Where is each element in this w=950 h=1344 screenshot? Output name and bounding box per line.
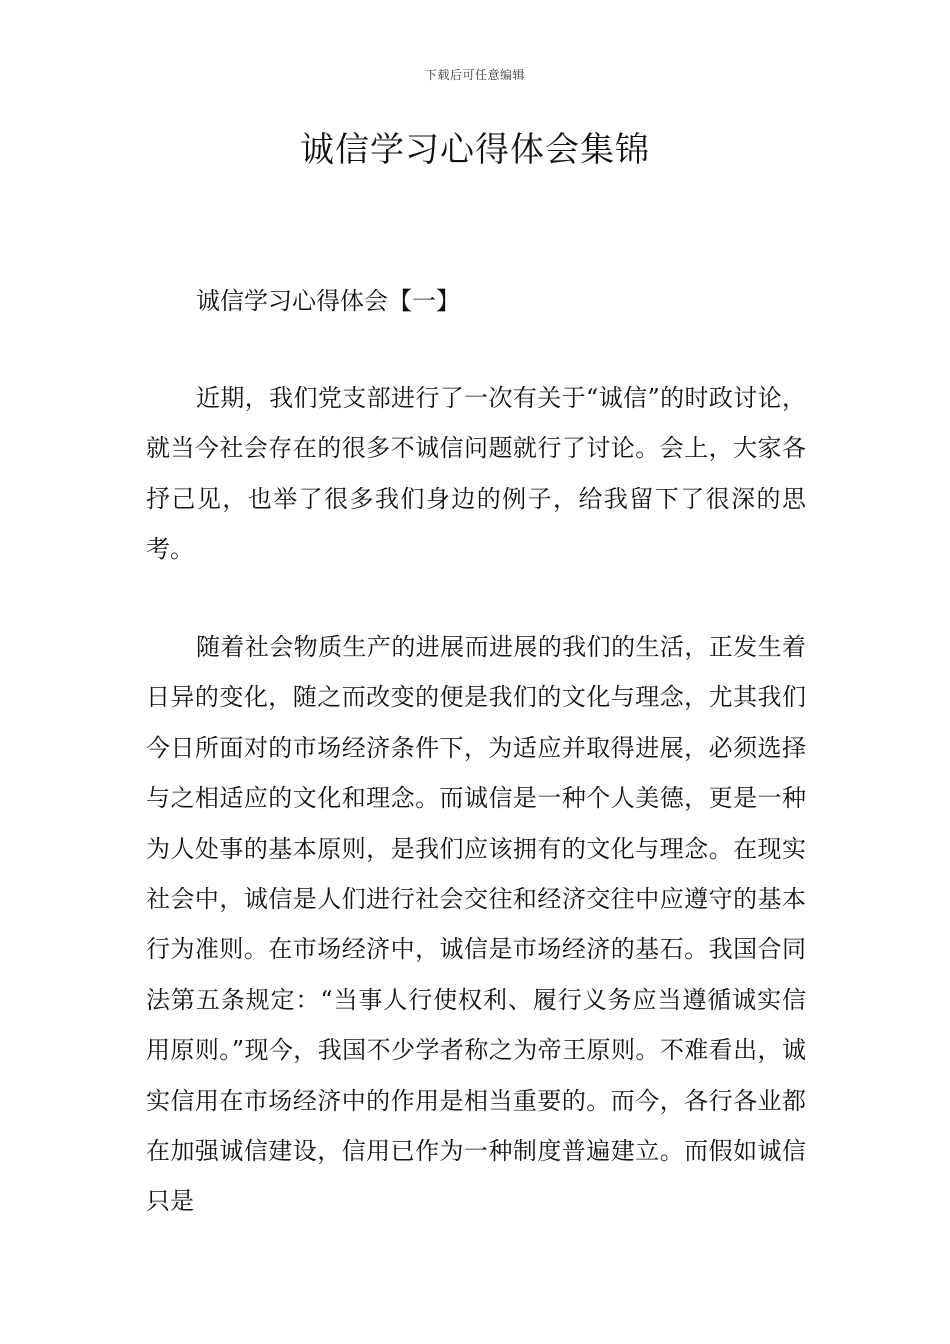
section-heading: 诚信学习心得体会【一】	[196, 287, 460, 315]
body-paragraph-2: 随着社会物质生产的进展而进展的我们的生活，正发生着日异的变化，随之而改变的便是我们的文化与理念，尤其我们今日所面对的市场经济条件下，为适应并取得进展，必须选择与之相适应的文化和理念。而诚信是一种个人美德，更是一种为人处事的基本原则，是我们应该拥有的文化与理念。在现实社会中，诚信是人们进行社会交往和经济交往中应遵守的基本行为准则。在市场经济中，诚信是市场经济的基石。我国合同法第五条规定：“当事人行使权利、履行义务应当遵循诚实信用原则。”现今，我国不少学者称之为帝王原则。不难看出，诚实信用在市场经济中的作用是相当重要的。而今，各行各业都在加强诚信建设，信用已作为一种制度普遍建立。而假如诚信只是	[146, 633, 806, 1216]
document-title: 诚信学习心得体会集锦	[300, 130, 650, 170]
header-note: 下载后可任意编辑	[424, 68, 525, 82]
body-paragraph-1: 近期，我们党支部进行了一次有关于“诚信”的时政讨论，就当今社会存在的很多不诚信问题就行了讨论。会上，大家各抒己见，也举了很多我们身边的例子，给我留下了很深的思考。	[146, 384, 806, 564]
